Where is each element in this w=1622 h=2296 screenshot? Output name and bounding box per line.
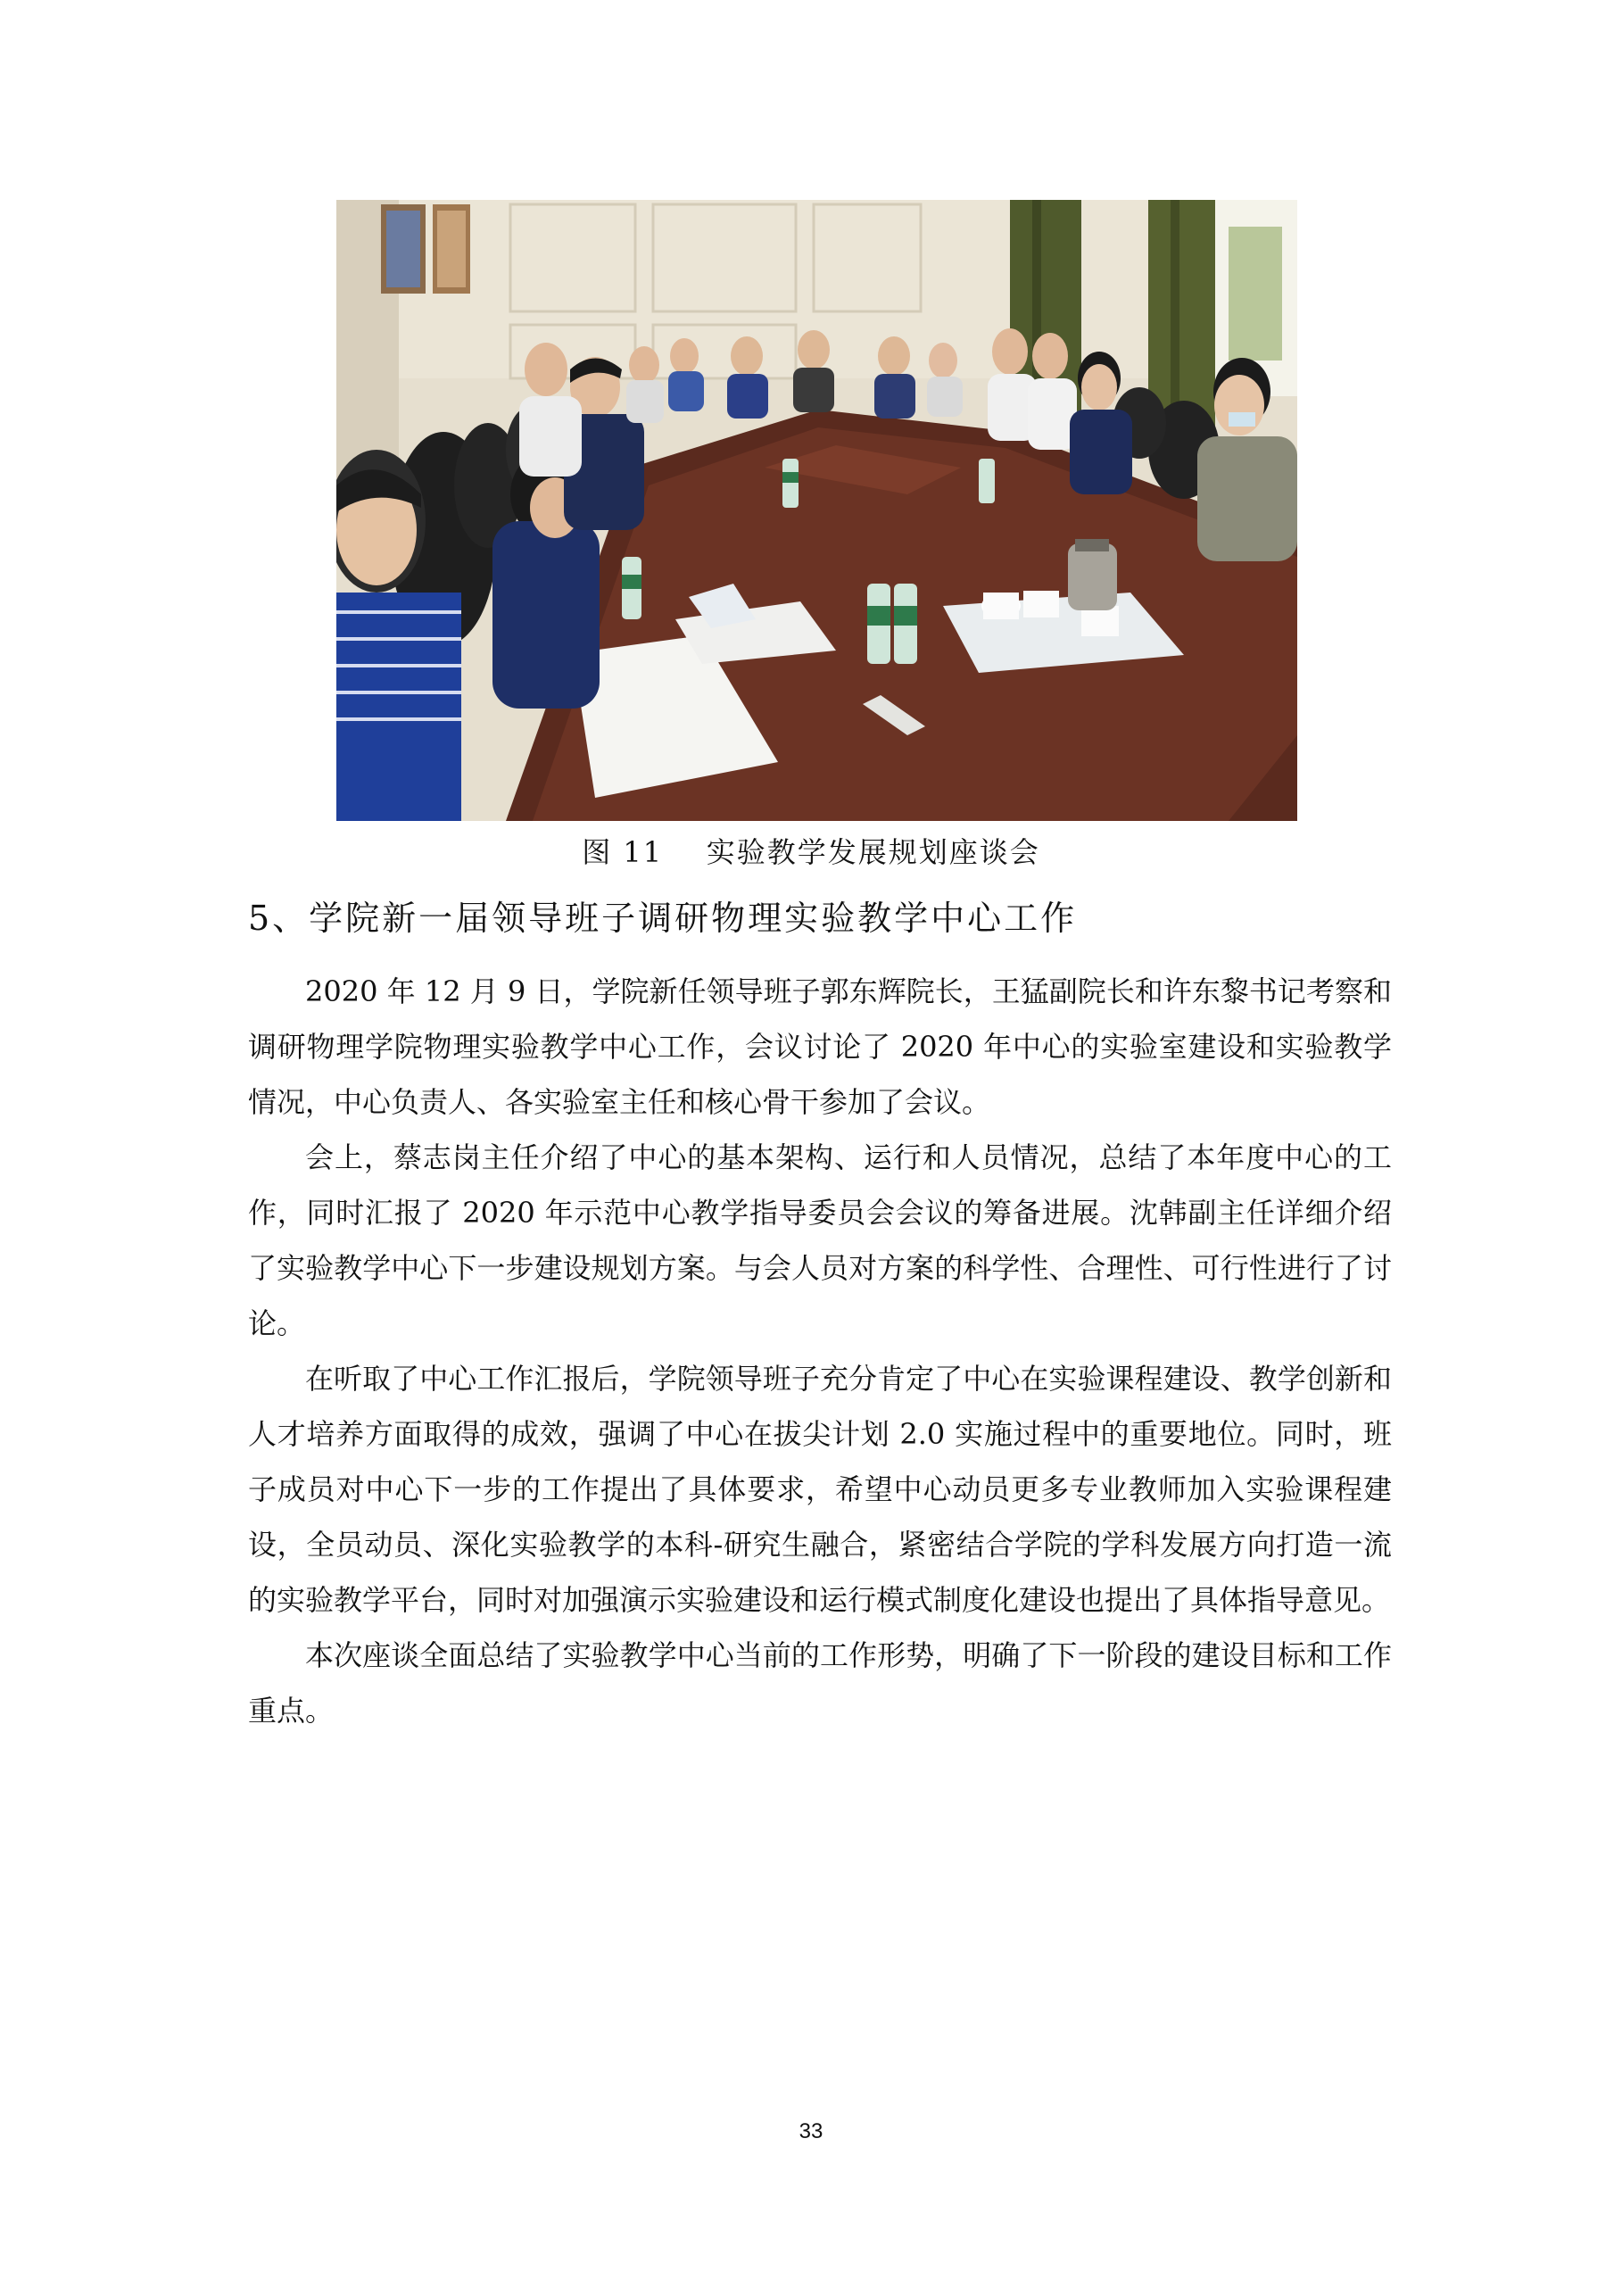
- paragraph-1: 2020 年 12 月 9 日，学院新任领导班子郭东辉院长，王猛副院长和许东黎书记考察和调研物理学院物理实验教学中心工作，会议讨论了 2020 年中心的实验室建设和实验教学情况，中心负责人、各实验室主任和核心骨干参加了会议。: [248, 974, 1392, 1119]
- section-body: [248, 964, 1392, 1738]
- meeting-photo-illustration: [336, 200, 1297, 821]
- section-heading: 5、学院新一届领导班子调研物理实验教学中心工作: [248, 899, 1078, 938]
- paragraph-3: 在听取了中心工作汇报后，学院领导班子充分肯定了中心在实验课程建设、教学创新和人才培养方面取得的成效，强调了中心在拔尖计划 2.0 实施过程中的重要地位。同时，班子成员对中心下一步的工作提出了具体要求，希望中心动员更多专业教师加入实验课程建设，全员动员、深化实验教学的本科-研究生融合，紧密结合学院的学科发展方向打造一流的实验教学平台，同时对加强演示实验建设和运行模式制度化建设也提出了具体指导意见。: [248, 1362, 1392, 1617]
- paragraph-4: 本次座谈全面总结了实验教学中心当前的工作形势，明确了下一阶段的建设目标和工作重点。: [248, 1638, 1392, 1728]
- page-number: 33: [799, 2119, 823, 2143]
- figure-caption: 图 11 实验教学发展规划座谈会: [582, 835, 1040, 869]
- paragraph-2: 会上，蔡志岗主任介绍了中心的基本架构、运行和人员情况，总结了本年度中心的工作，同时汇报了 2020 年示范中心教学指导委员会会议的筹备进展。沈韩副主任详细介绍了实验教学中心下一步建设规划方案。与会人员对方案的科学性、合理性、可行性进行了讨论。: [248, 1140, 1392, 1340]
- meeting-photo: [336, 200, 1297, 821]
